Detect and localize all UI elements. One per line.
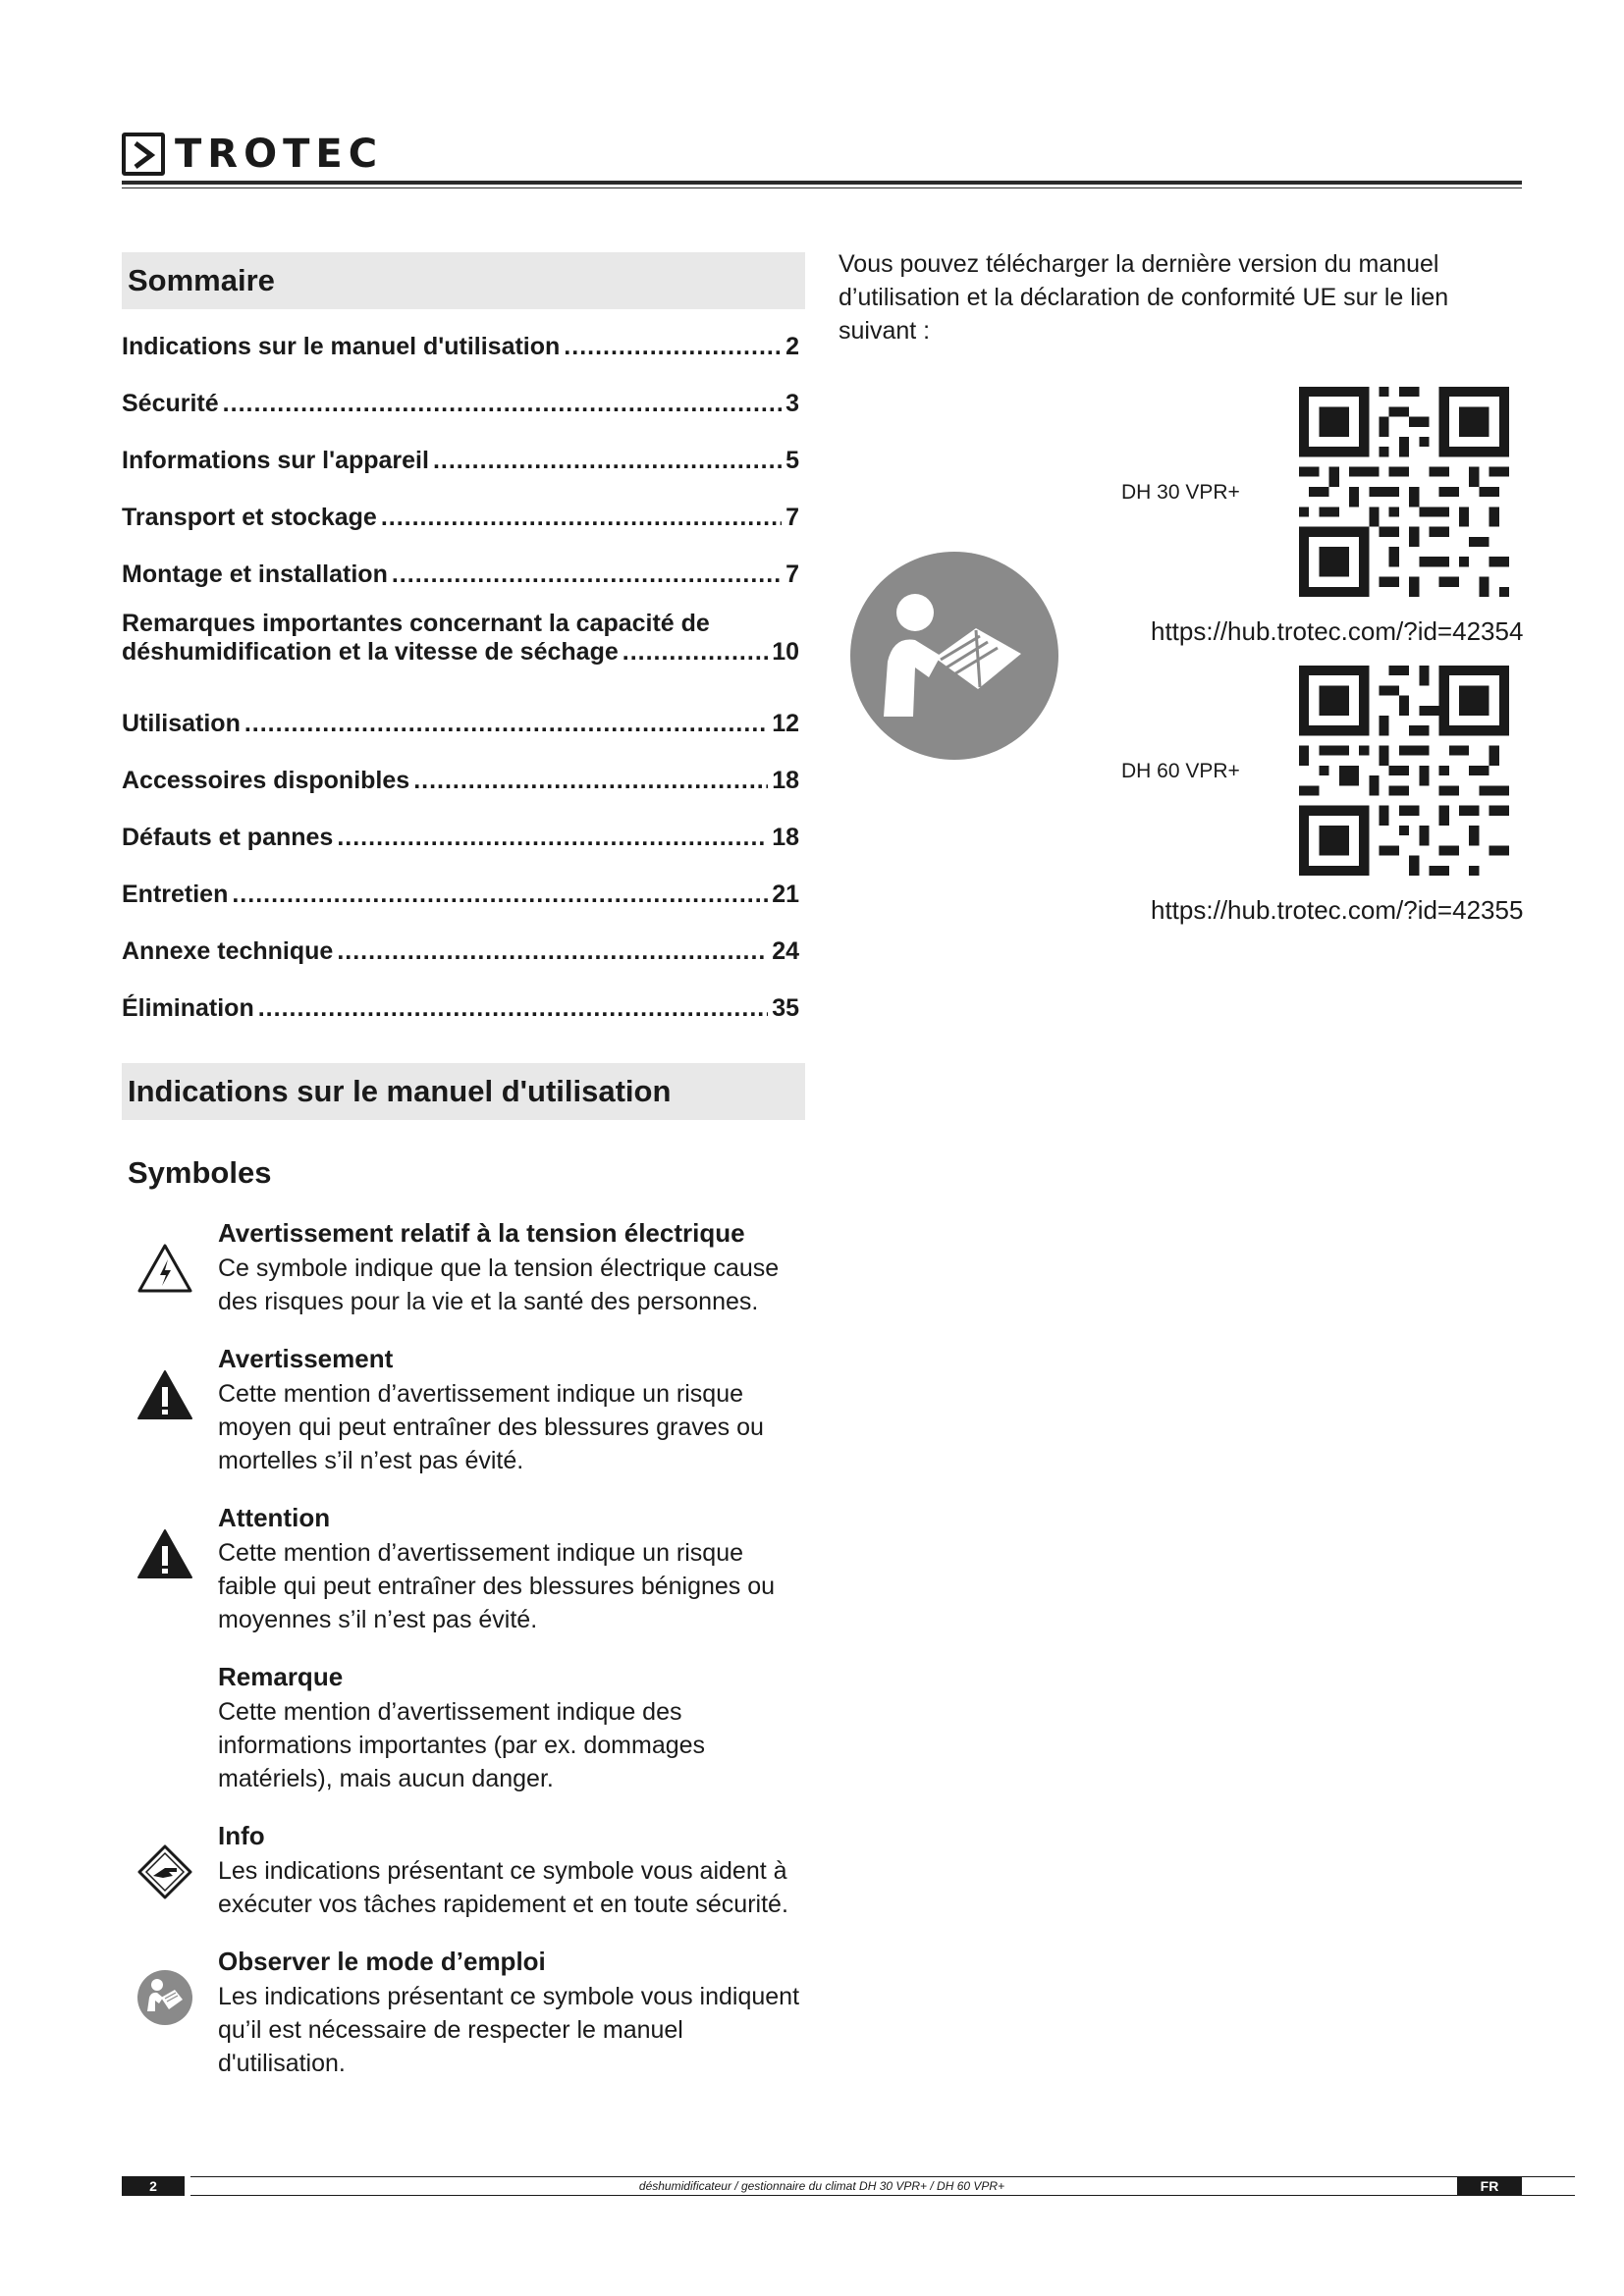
toc-item-title: Entretien	[122, 881, 229, 908]
toc-item-title-line1: Remarques importantes concernant la capacité de	[122, 610, 710, 637]
symbol-description: Cette mention d’avertissement indique un risque faible qui peut entraîner des blessures bénignes ou moyennes s’il n’est pas évité.	[218, 1539, 776, 1633]
toc-leader	[564, 333, 782, 361]
table-of-contents	[122, 315, 805, 1034]
symbol-description: Cette mention d’avertissement indique un risque moyen qui peut entraîner des blessures graves ou mortelles s’il n’est pas évité.	[218, 1380, 764, 1474]
toc-leader	[381, 504, 782, 532]
qr-model-label: DH 30 VPR+	[1121, 481, 1240, 504]
toc-item[interactable]	[122, 749, 799, 806]
page-footer	[122, 2176, 1522, 2196]
toc-item-title: Indications sur le manuel d'utilisation	[122, 333, 561, 360]
toc-item-title: Montage et installation	[122, 561, 388, 588]
toc-leader	[337, 824, 768, 852]
symbol-title: Attention	[218, 1503, 331, 1532]
toc-item-title: Transport et stockage	[122, 504, 377, 531]
page-number: 2	[122, 2176, 185, 2196]
read-manual-icon	[850, 552, 1058, 760]
trotec-logo	[122, 132, 383, 177]
info-hand-icon	[135, 1842, 194, 1901]
page-header	[122, 132, 1522, 190]
qr-model-label: DH 60 VPR+	[1121, 760, 1240, 782]
symbol-description: Les indications présentant ce symbole vous indiquent qu’il est nécessaire de respecter le manuel d'utilisation.	[218, 1983, 800, 2077]
toc-item[interactable]	[122, 863, 799, 920]
toc-item-page: 7	[785, 504, 799, 531]
qr-url-link[interactable]: https://hub.trotec.com/?id=42354	[1151, 616, 1524, 646]
language-badge: FR	[1457, 2176, 1522, 2196]
toc-item-title: Accessoires disponibles	[122, 767, 410, 794]
toc-item-page: 18	[772, 767, 799, 794]
toc-leader	[244, 710, 768, 738]
header-divider-thin	[122, 187, 1522, 188]
toc-item[interactable]	[122, 806, 799, 863]
read-manual-icon	[135, 1968, 194, 2027]
toc-item-title: Informations sur l'appareil	[122, 447, 429, 474]
symbol-title: Observer le mode d’emploi	[218, 1947, 546, 1976]
toc-leader	[337, 937, 768, 966]
symbol-entry	[122, 1660, 805, 1795]
toc-leader	[392, 561, 782, 589]
brand-name: TROTEC	[175, 132, 384, 177]
toc-leader	[413, 767, 768, 795]
symbol-description: Les indications présentant ce symbole vous aident à exécuter vos tâches rapidement et en toute sécurité.	[218, 1857, 788, 1918]
toc-item[interactable]	[122, 543, 799, 600]
toc-item-page: 5	[785, 447, 799, 474]
toc-leader	[223, 390, 782, 418]
symbols-heading: Symboles	[128, 1155, 272, 1190]
symbol-entry	[122, 1501, 805, 1636]
toc-item-page: 24	[772, 937, 799, 965]
left-column	[122, 252, 805, 2080]
symbol-title: Info	[218, 1821, 265, 1850]
toc-title: Sommaire	[128, 263, 275, 297]
symbol-description: Cette mention d’avertissement indique des informations importantes (par ex. dommages matériels), mais aucun danger.	[218, 1698, 706, 1792]
symbol-entry	[122, 1342, 805, 1477]
symbol-title: Avertissement relatif à la tension électrique	[218, 1218, 745, 1248]
header-divider	[122, 181, 1522, 185]
toc-item-page: 12	[772, 710, 799, 737]
toc-item[interactable]	[122, 372, 799, 429]
toc-item-page: 2	[785, 333, 799, 360]
symbol-entry	[122, 1945, 805, 2080]
toc-leader	[232, 881, 768, 909]
toc-heading-bar	[122, 252, 805, 309]
toc-item[interactable]	[122, 920, 799, 977]
symbol-entry	[122, 1216, 805, 1318]
symbol-description: Ce symbole indique que la tension électrique cause des risques pour la vie et la santé des personnes.	[218, 1255, 780, 1315]
toc-item-title: Sécurité	[122, 390, 219, 417]
download-intro: Vous pouvez télécharger la dernière version du manuel d’utilisation et la déclaration de conformité UE sur le lien suivant :	[839, 250, 1449, 345]
toc-item-title-line2: déshumidification et la vitesse de séchage	[122, 638, 619, 666]
manual-section-heading-bar	[122, 1063, 805, 1120]
caution-icon	[135, 1524, 194, 1583]
toc-item-page: 35	[772, 994, 799, 1022]
symbol-entry	[122, 1819, 805, 1921]
warning-icon	[135, 1365, 194, 1424]
toc-item-page: 3	[785, 390, 799, 417]
toc-item-page: 10	[772, 638, 799, 666]
toc-leader	[623, 638, 768, 667]
toc-item[interactable]	[122, 315, 799, 372]
footer-doc-title: déshumidificateur / gestionnaire du climat DH 30 VPR+ / DH 60 VPR+	[638, 2179, 1005, 2193]
electric-warning-icon	[135, 1240, 194, 1299]
toc-item-title: Annexe technique	[122, 937, 334, 965]
manual-section-title: Indications sur le manuel d'utilisation	[128, 1074, 672, 1108]
qr-url-link[interactable]: https://hub.trotec.com/?id=42355	[1151, 895, 1524, 925]
toc-item[interactable]	[122, 429, 799, 486]
right-column	[839, 247, 1522, 347]
chevron-right-icon	[122, 133, 165, 176]
toc-leader	[433, 447, 782, 475]
toc-item[interactable]	[122, 600, 799, 692]
qr-code-image[interactable]	[1298, 387, 1510, 597]
toc-item[interactable]	[122, 977, 799, 1034]
symbol-title: Avertissement	[218, 1344, 394, 1373]
toc-item-title: Défauts et pannes	[122, 824, 334, 851]
toc-item-page: 7	[785, 561, 799, 588]
toc-item-title: Utilisation	[122, 710, 241, 737]
toc-leader	[258, 994, 768, 1023]
toc-item-page: 21	[772, 881, 799, 908]
qr-code-image[interactable]	[1298, 666, 1510, 876]
toc-item[interactable]	[122, 692, 799, 749]
toc-item-page: 18	[772, 824, 799, 851]
toc-item-title: Élimination	[122, 994, 254, 1022]
symbol-title: Remarque	[218, 1662, 344, 1691]
toc-item[interactable]	[122, 486, 799, 543]
